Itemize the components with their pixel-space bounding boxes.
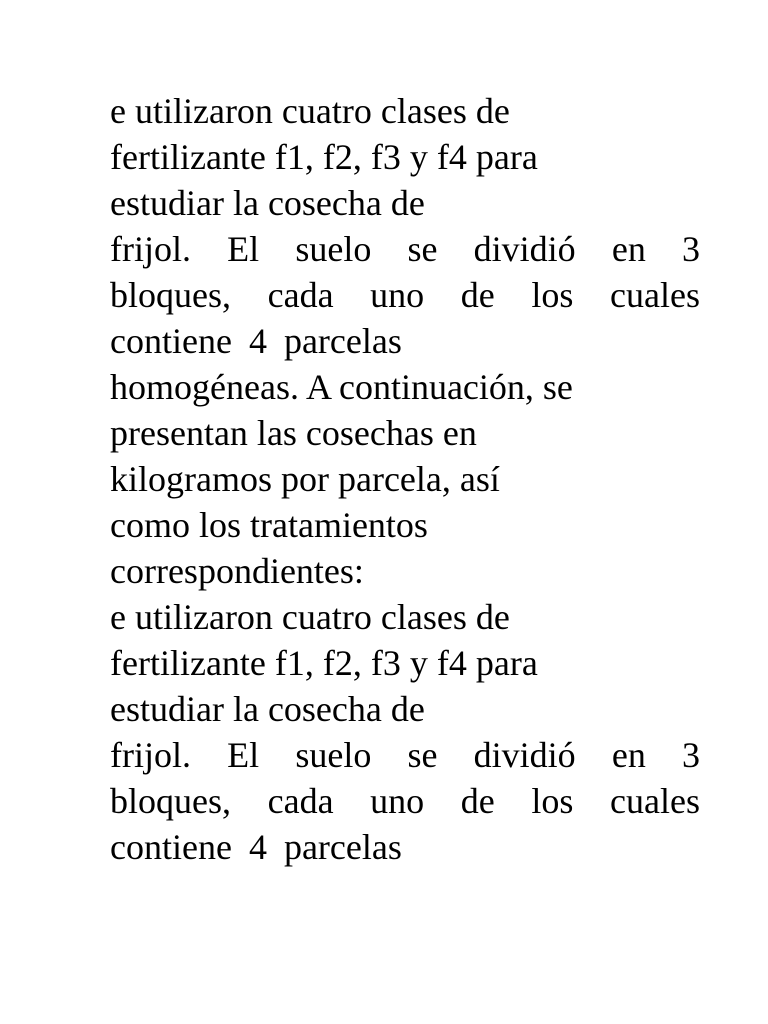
text-line: contiene 4 parcelas <box>110 827 402 867</box>
text-line: bloques, cada uno de los cuales <box>110 275 700 315</box>
text-line: frijol. El suelo se dividió en 3 <box>110 735 700 775</box>
text-line: correspondientes: <box>110 551 364 591</box>
text-line: presentan las cosechas en <box>110 413 477 453</box>
text-line: kilogramos por parcela, así <box>110 459 500 499</box>
text-line: contiene 4 parcelas <box>110 321 402 361</box>
text-line: fertilizante f1, f2, f3 y f4 para <box>110 137 538 177</box>
text-line: fertilizante f1, f2, f3 y f4 para <box>110 643 538 683</box>
text-line: e utilizaron cuatro clases de <box>110 91 510 131</box>
text-line: bloques, cada uno de los cuales <box>110 781 700 821</box>
text-line: estudiar la cosecha de <box>110 689 425 729</box>
text-line: homogéneas. A continuación, se <box>110 367 573 407</box>
text-line: e utilizaron cuatro clases de <box>110 597 510 637</box>
text-line: frijol. El suelo se dividió en 3 <box>110 229 700 269</box>
text-line: estudiar la cosecha de <box>110 183 425 223</box>
text-line: como los tratamientos <box>110 505 428 545</box>
body-text <box>110 88 700 870</box>
